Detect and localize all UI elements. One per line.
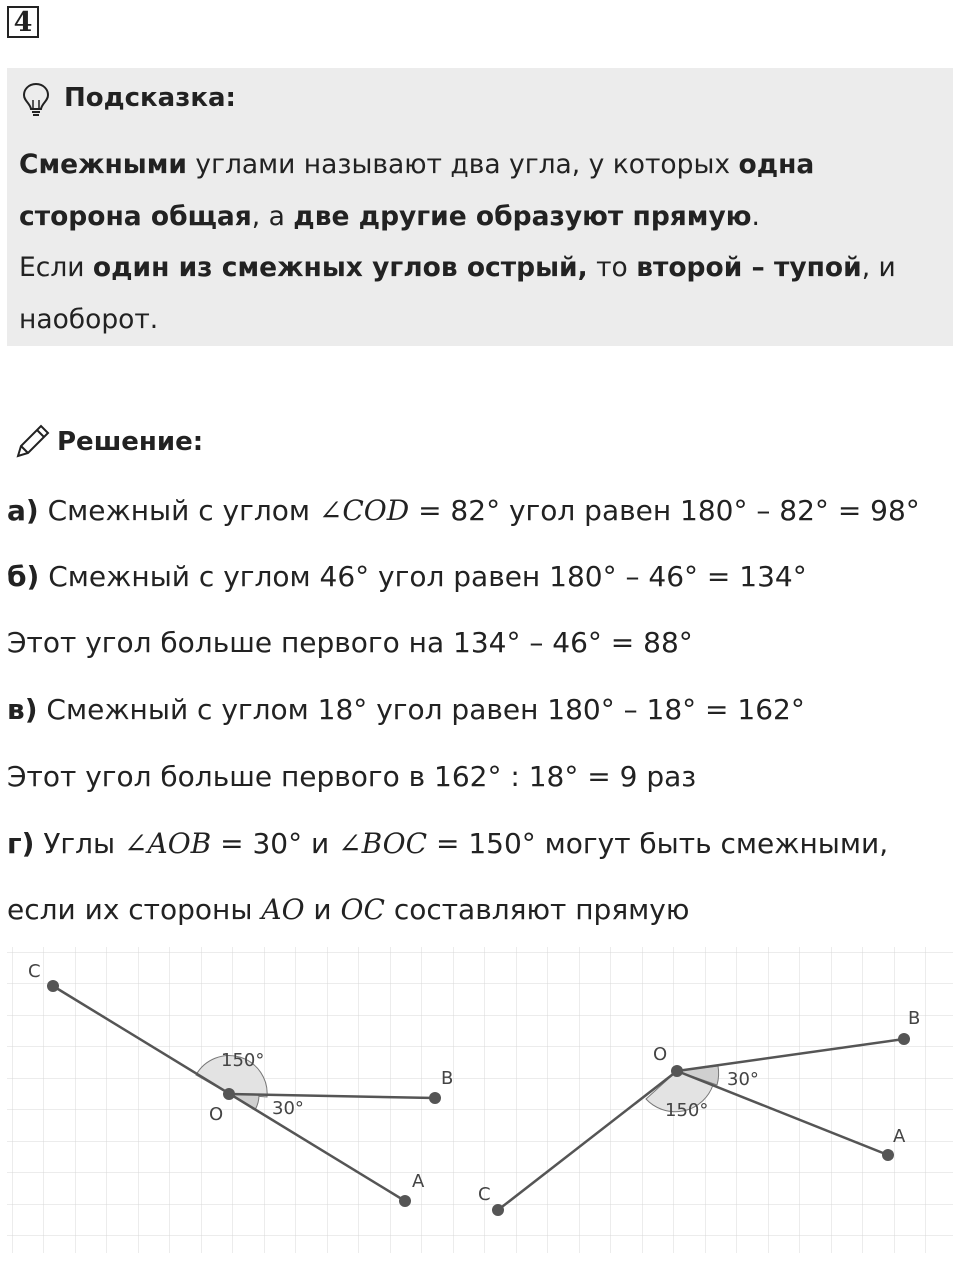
left-label-150: 150° <box>221 1050 265 1071</box>
solution-g: г) Углы ∠AOB = 30° и ∠BOC = 150° могут быть смежными, <box>7 827 889 860</box>
left-label-C: C <box>28 961 41 982</box>
right-label-C: C <box>478 1184 491 1205</box>
left-label-A: A <box>412 1171 425 1192</box>
left-point-O <box>223 1088 235 1100</box>
solution-a: а) Смежный с углом ∠COD = 82° угол равен 180° – 82° = 98° <box>7 494 920 527</box>
solution-b: б) Смежный с углом 46° угол равен 180° – 46° = 134° <box>7 560 807 593</box>
solution-title: Решение: <box>57 427 204 457</box>
right-label-150: 150° <box>665 1100 709 1121</box>
grid <box>7 947 953 1253</box>
task-number: 4 <box>7 6 39 38</box>
solution-v-line2: Этот угол больше первого в 162° : 18° = 9 раз <box>7 760 697 793</box>
right-point-C <box>492 1204 504 1216</box>
left-point-C <box>47 980 59 992</box>
right-label-A: A <box>893 1126 906 1147</box>
solution-b-line2: Этот угол больше первого на 134° – 46° = 88° <box>7 626 693 659</box>
solution-v: в) Смежный с углом 18° угол равен 180° – 18° = 162° <box>7 693 805 726</box>
left-point-B <box>429 1092 441 1104</box>
right-point-O <box>671 1065 683 1077</box>
left-label-30: 30° <box>272 1098 304 1119</box>
solution-g-line2: если их стороны AO и OC составляют прямую <box>7 893 690 926</box>
right-label-O: O <box>653 1044 668 1065</box>
right-point-B <box>898 1033 910 1045</box>
angles-diagram <box>7 947 953 1253</box>
right-label-30: 30° <box>727 1069 759 1090</box>
right-point-A <box>882 1149 894 1161</box>
left-label-O: O <box>209 1104 224 1125</box>
hint-text: Смежными углами называют два угла, у которых одна сторона общая, а две другие образуют прямую. Если один из смежных углов острый, то второй – тупой, и наоборот. <box>19 149 896 335</box>
right-label-B: B <box>908 1008 921 1029</box>
left-label-B: B <box>441 1068 454 1089</box>
left-point-A <box>399 1195 411 1207</box>
hint-title: Подсказка: <box>64 83 236 113</box>
